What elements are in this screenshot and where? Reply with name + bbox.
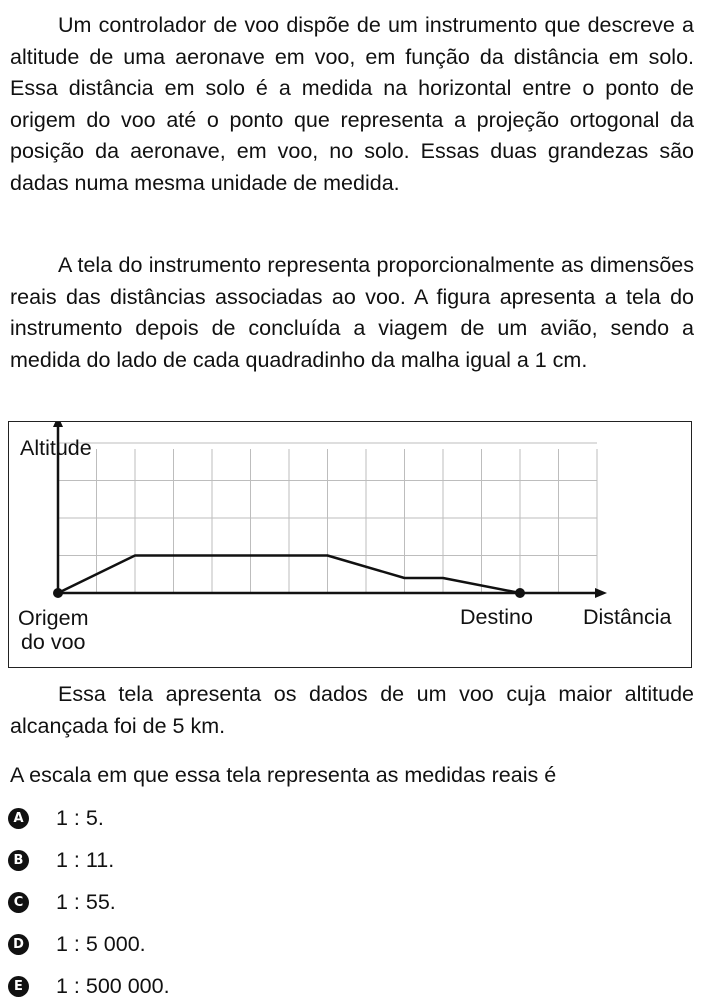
option-e-badge: E xyxy=(8,976,29,997)
option-d[interactable] xyxy=(8,923,408,965)
option-a-text: 1 : 5. xyxy=(56,805,104,830)
screen-description-text: A tela do instrumento representa proporcionalmente as dimensões reais das distâncias associadas ao voo. A figura apresenta a tela do instrumento depois de concluída a viagem de um avião, sendo a medida do lado de cada quadradinho da malha igual a 1 cm. xyxy=(10,253,694,372)
option-b-badge: B xyxy=(8,850,29,871)
option-c-text: 1 : 55. xyxy=(56,889,116,914)
flight-profile-graph xyxy=(9,422,693,669)
x-axis-label: Distância xyxy=(583,605,672,629)
origin-label xyxy=(18,606,88,654)
intro-paragraph-text: Um controlador de voo dispõe de um instrumento que descreve a altitude de uma aeronave em voo, em função da distância em solo. Essa distância em solo é a medida na horizontal entre o ponto de origem do voo até o ponto que representa a projeção ortogonal da posição da aeronave, em voo, no solo. Essas duas grandezas são dadas numa mesma unidade de medida. xyxy=(10,13,694,195)
destination-label: Destino xyxy=(460,605,533,629)
y-axis-arrow xyxy=(53,422,63,427)
question-stem: A escala em que essa tela representa as medidas reais é xyxy=(10,763,557,787)
origin-label-line1: Origem xyxy=(18,606,89,630)
answer-options xyxy=(8,797,408,1007)
screen-description-paragraph xyxy=(10,250,694,376)
option-a-badge: A xyxy=(8,808,29,829)
max-altitude-paragraph xyxy=(10,679,694,742)
intro-paragraph xyxy=(10,10,694,199)
option-b[interactable] xyxy=(8,839,408,881)
option-e[interactable] xyxy=(8,965,408,1007)
option-c[interactable] xyxy=(8,881,408,923)
max-altitude-text: Essa tela apresenta os dados de um voo cuja maior altitude alcançada foi de 5 km. xyxy=(10,682,694,738)
origin-label-line2: do voo xyxy=(20,630,86,654)
option-e-text: 1 : 500 000. xyxy=(56,973,170,998)
origin-point xyxy=(53,588,63,598)
y-axis-label: Altitude xyxy=(20,436,92,460)
x-axis-arrow xyxy=(595,588,607,598)
option-a[interactable] xyxy=(8,797,408,839)
option-b-text: 1 : 11. xyxy=(56,847,115,872)
option-c-badge: C xyxy=(8,892,29,913)
instrument-screen-figure xyxy=(8,421,692,668)
destination-point xyxy=(515,588,525,598)
option-d-badge: D xyxy=(8,934,29,955)
option-d-text: 1 : 5 000. xyxy=(56,931,146,956)
